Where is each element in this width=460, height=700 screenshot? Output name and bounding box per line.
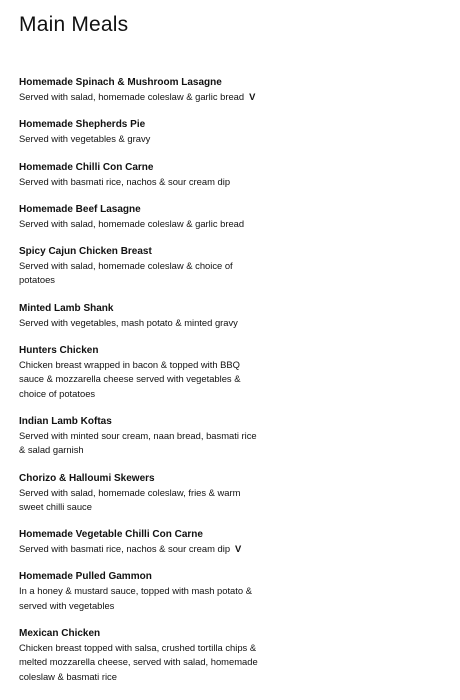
dish-description: Served with minted sour cream, naan bread, basmati rice & salad garnish — [19, 429, 257, 456]
list-item — [19, 570, 439, 613]
dish-name: Mexican Chicken — [19, 628, 101, 640]
dish-description: Served with salad, homemade coleslaw & garlic bread — [19, 217, 245, 229]
list-item — [19, 344, 439, 401]
dish-name: Chorizo & Halloumi Skewers — [19, 472, 155, 484]
dish-description: In a honey & mustard sauce, topped with mash potato & served with vegetables — [19, 585, 252, 611]
dish-description: Chicken breast topped with salsa, crushed tortilla chips & melted mozzarella cheese, served with salad, homemade coleslaw & basmati rice — [19, 642, 258, 682]
dish-name: Homemade Pulled Gammon — [19, 571, 152, 583]
dish-description: Served with basmati rice, nachos & sour cream dip — [19, 175, 231, 187]
list-item — [19, 76, 439, 104]
dish-description — [19, 90, 439, 104]
dish-name: Hunters Chicken — [19, 345, 99, 357]
dish-description: Served with vegetables, mash potato & minted gravy — [19, 316, 238, 328]
list-item — [19, 245, 439, 288]
list-item — [19, 203, 439, 231]
dish-description-text: Served with salad, homemade coleslaw & garlic bread — [19, 91, 245, 102]
dish-name: Homemade Chilli Con Carne — [19, 161, 154, 173]
dish-description — [19, 542, 439, 556]
dish-description: Served with salad, homemade coleslaw & choice of potatoes — [19, 260, 233, 286]
dish-description: Served with salad, homemade coleslaw, fries & warm sweet chilli sauce — [19, 486, 241, 512]
dish-description-text: Served with basmati rice, nachos & sour cream dip — [19, 543, 231, 555]
dish-name: Spicy Cajun Chicken Breast — [19, 246, 152, 258]
list-item — [19, 415, 439, 458]
dish-name: Homemade Vegetable Chilli Con Carne — [19, 529, 203, 541]
list-item — [19, 161, 439, 189]
list-item — [19, 302, 439, 330]
dish-name: Homemade Shepherds Pie — [19, 119, 146, 131]
list-item — [19, 472, 439, 515]
dish-description: Chicken breast wrapped in bacon & topped with BBQ sauce & mozzarella cheese served with vegetables & choice of potatoes — [19, 359, 241, 399]
list-item — [19, 118, 439, 146]
dish-name: Homemade Beef Lasagne — [19, 203, 141, 215]
dish-name: Minted Lamb Shank — [19, 302, 114, 314]
dish-name: Indian Lamb Koftas — [19, 415, 112, 427]
vegetarian-badge: V — [249, 91, 256, 102]
page-title: Main Meals — [19, 13, 129, 36]
list-item — [19, 528, 439, 556]
dish-name: Homemade Spinach & Mushroom Lasagne — [19, 77, 222, 88]
dish-description: Served with vegetables & gravy — [19, 133, 151, 145]
vegetarian-badge: V — [235, 543, 242, 555]
list-item — [19, 627, 439, 684]
menu-list — [19, 76, 439, 698]
